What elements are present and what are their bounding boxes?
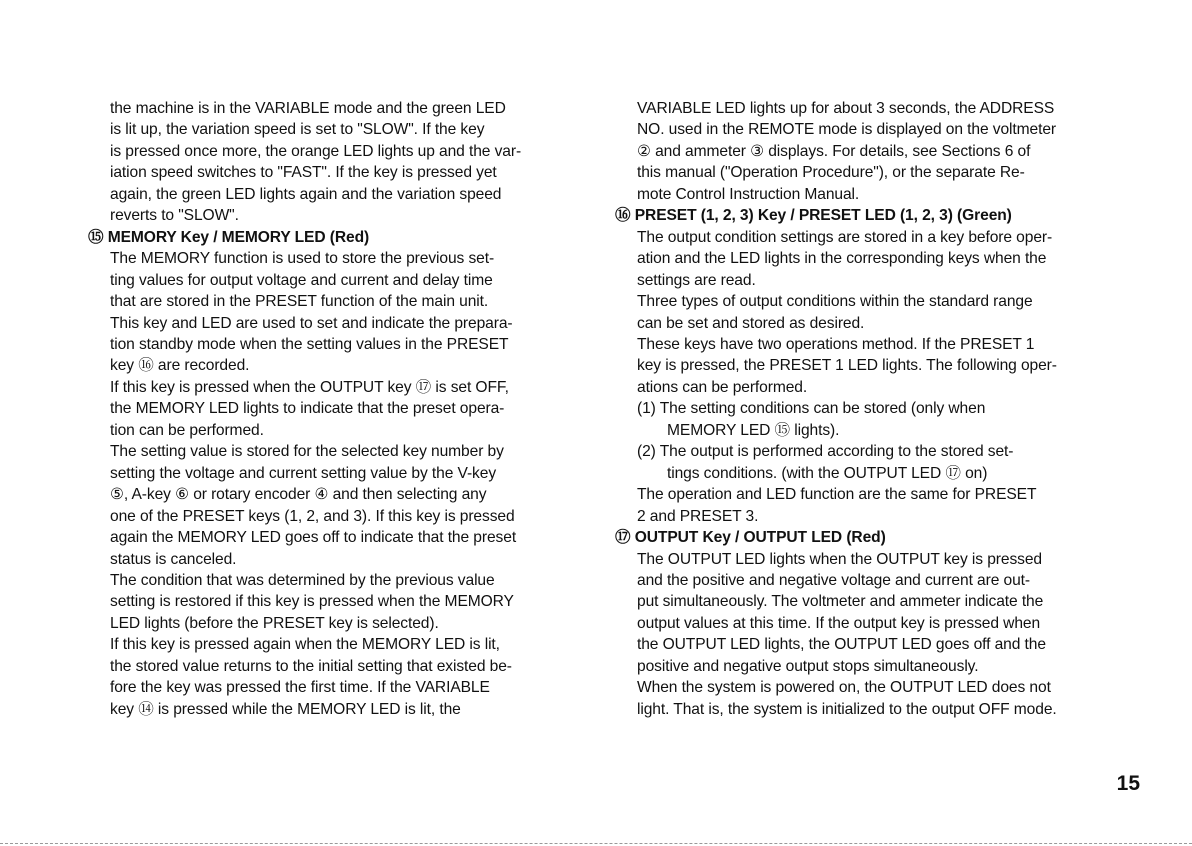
text-line: 2 and PRESET 3. bbox=[637, 507, 759, 525]
section-heading: ⑮ MEMORY Key / MEMORY LED (Red) bbox=[88, 228, 370, 246]
text-line: can be set and stored as desired. bbox=[637, 314, 865, 332]
text-line: again, the green LED lights again and the variation speed bbox=[110, 185, 502, 203]
text-line: If this key is pressed again when the MEMORY LED is lit, bbox=[110, 636, 500, 654]
text-line: This key and LED are used to set and indicate the prepara- bbox=[110, 314, 513, 332]
text-line: Three types of output conditions within the standard range bbox=[637, 293, 1033, 311]
page-number: 15 bbox=[1116, 772, 1140, 795]
left-column bbox=[88, 98, 588, 720]
text-line: ⑤, A-key ⑥ or rotary encoder ④ and then selecting any bbox=[110, 486, 487, 504]
text-line: key ⑭ is pressed while the MEMORY LED is lit, the bbox=[110, 700, 461, 718]
text-line: The OUTPUT LED lights when the OUTPUT key is pressed bbox=[637, 550, 1043, 568]
text-line: this manual ("Operation Procedure"), or the separate Re- bbox=[637, 164, 1025, 182]
text-line: is lit up, the variation speed is set to "SLOW". If the key bbox=[110, 121, 485, 139]
text-line: LED lights (before the PRESET key is selected). bbox=[110, 614, 439, 632]
text-line: status is canceled. bbox=[110, 550, 237, 568]
text-line: ting values for output voltage and current and delay time bbox=[110, 271, 493, 289]
text-line: NO. used in the REMOTE mode is displayed on the voltmeter bbox=[637, 121, 1056, 139]
text-line: MEMORY LED ⑮ lights). bbox=[667, 421, 840, 439]
text-line: reverts to "SLOW". bbox=[110, 207, 239, 225]
text-line: ② and ammeter ③ displays. For details, see Sections 6 of bbox=[637, 142, 1031, 160]
text-line: (2) The output is performed according to the stored set- bbox=[637, 443, 1014, 461]
text-line: When the system is powered on, the OUTPUT LED does not bbox=[637, 679, 1051, 697]
text-line: The operation and LED function are the same for PRESET bbox=[637, 486, 1037, 504]
text-line: VARIABLE LED lights up for about 3 seconds, the ADDRESS bbox=[637, 100, 1055, 117]
text-line: key is pressed, the PRESET 1 LED lights. The following oper- bbox=[637, 357, 1057, 375]
text-line: the machine is in the VARIABLE mode and the green LED bbox=[110, 100, 506, 117]
section-heading: ⑰ OUTPUT Key / OUTPUT LED (Red) bbox=[615, 529, 886, 547]
text-line: The output condition settings are stored in a key before oper- bbox=[637, 228, 1053, 246]
text-line: mote Control Instruction Manual. bbox=[637, 185, 860, 203]
text-line: is pressed once more, the orange LED lights up and the var- bbox=[110, 142, 522, 160]
text-line: put simultaneously. The voltmeter and ammeter indicate the bbox=[637, 593, 1044, 611]
text-line: setting the voltage and current setting value by the V-key bbox=[110, 464, 497, 482]
bottom-edge-line bbox=[0, 843, 1192, 844]
text-line: ation and the LED lights in the corresponding keys when the bbox=[637, 250, 1047, 268]
section-heading: ⑯ PRESET (1, 2, 3) Key / PRESET LED (1, 2, 3) (Green) bbox=[615, 207, 1012, 225]
text-line: positive and negative output stops simultaneously. bbox=[637, 657, 979, 675]
text-line: the MEMORY LED lights to indicate that the preset opera- bbox=[110, 400, 505, 418]
text-line: iation speed switches to "FAST". If the key is pressed yet bbox=[110, 164, 497, 182]
text-line: (1) The setting conditions can be stored (only when bbox=[637, 400, 986, 418]
text-line: These keys have two operations method. If the PRESET 1 bbox=[637, 335, 1035, 353]
text-line: light. That is, the system is initialized to the output OFF mode. bbox=[637, 700, 1057, 718]
text-line: that are stored in the PRESET function of the main unit. bbox=[110, 293, 489, 311]
text-line: ations can be performed. bbox=[637, 378, 808, 396]
text-line: tion standby mode when the setting values in the PRESET bbox=[110, 335, 509, 353]
text-line: again the MEMORY LED goes off to indicate that the preset bbox=[110, 529, 517, 547]
text-line: The condition that was determined by the previous value bbox=[110, 571, 495, 589]
text-line: and the positive and negative voltage and current are out- bbox=[637, 571, 1030, 589]
text-line: output values at this time. If the output key is pressed when bbox=[637, 614, 1041, 632]
text-line: The setting value is stored for the selected key number by bbox=[110, 443, 504, 461]
text-line: tion can be performed. bbox=[110, 421, 264, 439]
text-line: fore the key was pressed the first time. If the VARIABLE bbox=[110, 679, 490, 697]
text-line: key ⑯ are recorded. bbox=[110, 357, 250, 375]
text-line: tings conditions. (with the OUTPUT LED ⑰ on) bbox=[667, 464, 988, 482]
text-line: the stored value returns to the initial setting that existed be- bbox=[110, 657, 512, 675]
text-line: If this key is pressed when the OUTPUT key ⑰ is set OFF, bbox=[110, 378, 509, 396]
text-line: setting is restored if this key is pressed when the MEMORY bbox=[110, 593, 514, 611]
right-column bbox=[615, 98, 1137, 720]
text-line: one of the PRESET keys (1, 2, and 3). If this key is pressed bbox=[110, 507, 515, 525]
text-line: The MEMORY function is used to store the previous set- bbox=[110, 250, 495, 268]
text-line: the OUTPUT LED lights, the OUTPUT LED goes off and the bbox=[637, 636, 1046, 654]
text-line: settings are read. bbox=[637, 271, 756, 289]
